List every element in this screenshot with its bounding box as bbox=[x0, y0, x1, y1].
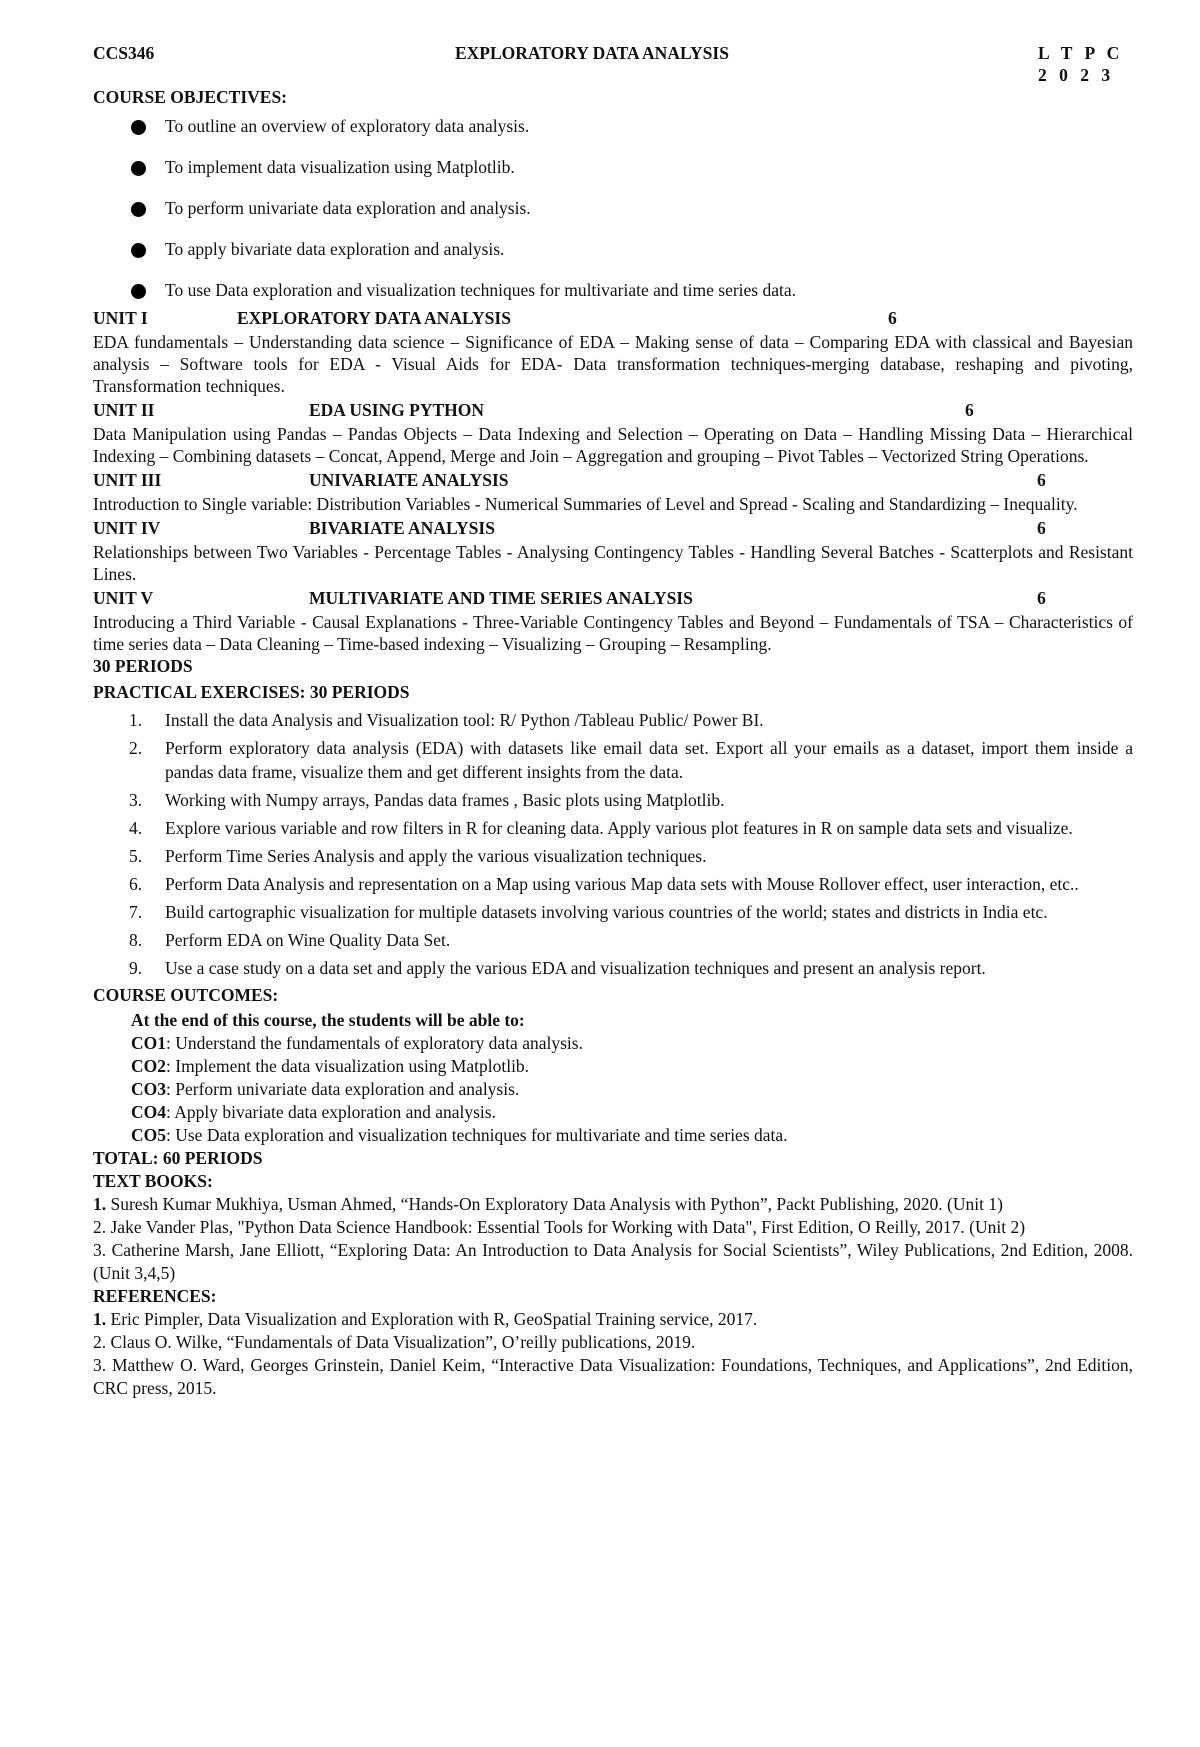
outcome-code: CO5 bbox=[131, 1125, 166, 1145]
objective-text: To use Data exploration and visualization techniques for multivariate and time series data. bbox=[165, 280, 796, 300]
unit-hours: 6 bbox=[1037, 588, 1046, 608]
outcome-item bbox=[131, 1124, 1133, 1147]
textbooks-list bbox=[93, 1193, 1133, 1285]
unit-heading bbox=[93, 307, 1133, 329]
unit-section bbox=[93, 517, 1133, 585]
course-code: CCS346 bbox=[93, 43, 155, 63]
item-number: 8. bbox=[129, 930, 143, 950]
item-number: 5. bbox=[129, 846, 143, 866]
unit-hours: 6 bbox=[888, 308, 897, 328]
unit-hours: 6 bbox=[1037, 518, 1046, 538]
unit-title: MULTIVARIATE AND TIME SERIES ANALYSIS bbox=[309, 588, 693, 608]
outcome-item bbox=[131, 1101, 1133, 1124]
item-number: 2. bbox=[93, 1332, 107, 1352]
item-number: 4. bbox=[129, 818, 143, 838]
practical-item bbox=[93, 956, 1133, 980]
unit-section bbox=[93, 587, 1133, 655]
references-heading: REFERENCES: bbox=[93, 1286, 217, 1306]
unit-title: BIVARIATE ANALYSIS bbox=[309, 518, 495, 538]
outcomes-block bbox=[131, 1009, 1133, 1147]
bullet-icon bbox=[131, 202, 146, 217]
textbook-item bbox=[93, 1216, 1133, 1239]
item-text: Explore various variable and row filters in R for cleaning data. Apply various plot features in R on sample data sets and visualize. bbox=[165, 818, 1073, 838]
periods-label: 30 PERIODS bbox=[93, 656, 193, 676]
practical-item bbox=[93, 736, 1133, 784]
total-periods: TOTAL: 60 PERIODS bbox=[93, 1148, 263, 1168]
item-text: Perform Time Series Analysis and apply the various visualization techniques. bbox=[165, 846, 707, 866]
ltpc-labels: L T P C bbox=[1038, 43, 1124, 63]
unit-label: UNIT III bbox=[93, 470, 162, 490]
practical-item bbox=[93, 788, 1133, 812]
unit-section bbox=[93, 469, 1133, 515]
unit-label: UNIT V bbox=[93, 588, 154, 608]
outcome-code: CO3 bbox=[131, 1079, 166, 1099]
outcomes-heading: COURSE OUTCOMES: bbox=[93, 985, 279, 1005]
reference-item bbox=[93, 1308, 1133, 1331]
item-text: Claus O. Wilke, “Fundamentals of Data Visualization”, O’reilly publications, 2019. bbox=[106, 1332, 696, 1352]
unit-description: Introduction to Single variable: Distribution Variables - Numerical Summaries of Level and Spread - Scaling and Standardizing – Inequality. bbox=[93, 494, 1078, 514]
outcome-item bbox=[131, 1055, 1133, 1078]
unit-heading bbox=[93, 399, 1133, 421]
outcome-code: CO4 bbox=[131, 1102, 166, 1122]
outcome-item bbox=[131, 1032, 1133, 1055]
syllabus-page bbox=[93, 40, 1133, 1400]
bullet-icon bbox=[131, 120, 146, 135]
item-text: Matthew O. Ward, Georges Grinstein, Daniel Keim, “Interactive Data Visualization: Foundations, Techniques, and Applications”, 2nd Edition, CRC press, 2015. bbox=[93, 1355, 1133, 1398]
practical-item bbox=[93, 844, 1133, 868]
item-number: 1. bbox=[129, 710, 143, 730]
unit-heading bbox=[93, 469, 1133, 491]
item-text: Eric Pimpler, Data Visualization and Exploration with R, GeoSpatial Training service, 2017. bbox=[106, 1309, 758, 1329]
item-text: Install the data Analysis and Visualization tool: R/ Python /Tableau Public/ Power BI. bbox=[165, 710, 764, 730]
practical-list bbox=[93, 708, 1133, 980]
bullet-icon bbox=[131, 284, 146, 299]
item-number: 1. bbox=[93, 1309, 107, 1329]
item-number: 6. bbox=[129, 874, 143, 894]
outcome-text: : Perform univariate data exploration and analysis. bbox=[166, 1079, 520, 1099]
item-text: Working with Numpy arrays, Pandas data frames , Basic plots using Matplotlib. bbox=[165, 790, 725, 810]
unit-hours: 6 bbox=[1037, 470, 1046, 490]
unit-heading bbox=[93, 517, 1133, 539]
references-list bbox=[93, 1308, 1133, 1400]
item-text: Jake Vander Plas, "Python Data Science Handbook: Essential Tools for Working with Data", First Edition, O Reilly, 2017. (Unit 2) bbox=[106, 1217, 1026, 1237]
unit-hours: 6 bbox=[965, 400, 974, 420]
practical-item bbox=[93, 708, 1133, 732]
item-text: Use a case study on a data set and apply the various EDA and visualization techniques and present an analysis report. bbox=[165, 958, 986, 978]
item-text: Perform Data Analysis and representation on a Map using various Map data sets with Mouse Rollover effect, user interaction, etc.. bbox=[165, 874, 1079, 894]
item-text: Suresh Kumar Mukhiya, Usman Ahmed, “Hands-On Exploratory Data Analysis with Python”, Packt Publishing, 2020. (Unit 1) bbox=[106, 1194, 1003, 1214]
bullet-icon bbox=[131, 243, 146, 258]
item-number: 3. bbox=[93, 1240, 107, 1260]
item-number: 3. bbox=[129, 790, 143, 810]
item-number: 7. bbox=[129, 902, 143, 922]
objectives-heading: COURSE OBJECTIVES: bbox=[93, 87, 288, 107]
unit-heading bbox=[93, 587, 1133, 609]
textbooks-heading: TEXT BOOKS: bbox=[93, 1171, 213, 1191]
objective-text: To outline an overview of exploratory data analysis. bbox=[165, 116, 530, 136]
practical-item bbox=[93, 928, 1133, 952]
page-header bbox=[93, 40, 1133, 86]
bullet-icon bbox=[131, 161, 146, 176]
item-number: 1. bbox=[93, 1194, 107, 1214]
item-number: 2. bbox=[93, 1217, 107, 1237]
reference-item bbox=[93, 1331, 1133, 1354]
unit-section bbox=[93, 307, 1133, 397]
objective-text: To implement data visualization using Matplotlib. bbox=[165, 157, 515, 177]
ltpc-block bbox=[1038, 42, 1123, 86]
practical-item bbox=[93, 872, 1133, 896]
unit-description: Data Manipulation using Pandas – Pandas Objects – Data Indexing and Selection – Operating on Data – Handling Missing Data – Hierarchical Indexing – Combining datasets – Concat, Append, Merge and Join – Aggregation and grouping – Pivot Tables – Vectorized String Operations. bbox=[93, 424, 1133, 466]
item-text: Catherine Marsh, Jane Elliott, “Exploring Data: An Introduction to Data Analysis for Social Scientists”, Wiley Publications, 2nd Edition, 2008. (Unit 3,4,5) bbox=[93, 1240, 1133, 1283]
item-text: Perform EDA on Wine Quality Data Set. bbox=[165, 930, 451, 950]
outcome-text: : Understand the fundamentals of exploratory data analysis. bbox=[166, 1033, 583, 1053]
unit-label: UNIT IV bbox=[93, 518, 161, 538]
unit-description: EDA fundamentals – Understanding data science – Significance of EDA – Making sense of data – Comparing EDA with classical and Bayesian analysis – Software tools for EDA - Visual Aids for EDA- Data transformation techniques-merging database, reshaping and pivoting, Transformation techniques. bbox=[93, 332, 1133, 396]
reference-item bbox=[93, 1354, 1133, 1400]
unit-section bbox=[93, 399, 1133, 467]
outcome-code: CO1 bbox=[131, 1033, 166, 1053]
outcome-text: : Implement the data visualization using Matplotlib. bbox=[166, 1056, 530, 1076]
objectives-list bbox=[93, 115, 1133, 303]
objective-item bbox=[93, 238, 1133, 279]
outcome-code: CO2 bbox=[131, 1056, 166, 1076]
outcome-item bbox=[131, 1078, 1133, 1101]
objective-item bbox=[93, 279, 1133, 303]
objective-item bbox=[93, 197, 1133, 238]
objective-item bbox=[93, 115, 1133, 156]
outcome-text: : Use Data exploration and visualization techniques for multivariate and time series data. bbox=[166, 1125, 788, 1145]
unit-description: Introducing a Third Variable - Causal Explanations - Three-Variable Contingency Tables and Beyond – Fundamentals of TSA – Characteristics of time series data – Data Cleaning – Time-based indexing – Visualizing – Grouping – Resampling. bbox=[93, 612, 1133, 654]
objective-item bbox=[93, 156, 1133, 197]
item-text: Perform exploratory data analysis (EDA) with datasets like email data set. Export all your emails as a dataset, import them inside a pandas data frame, visualize them and get different insights from the data. bbox=[165, 738, 1133, 782]
item-text: Build cartographic visualization for multiple datasets involving various countries of the world; states and districts in India etc. bbox=[165, 902, 1048, 922]
unit-description: Relationships between Two Variables - Percentage Tables - Analysing Contingency Tables - Handling Several Batches - Scatterplots and Resistant Lines. bbox=[93, 542, 1133, 584]
textbook-item bbox=[93, 1239, 1133, 1285]
textbook-item bbox=[93, 1193, 1133, 1216]
practical-heading: PRACTICAL EXERCISES: 30 PERIODS bbox=[93, 682, 410, 702]
unit-label: UNIT I bbox=[93, 308, 148, 328]
unit-title: UNIVARIATE ANALYSIS bbox=[309, 470, 509, 490]
objective-text: To perform univariate data exploration and analysis. bbox=[165, 198, 531, 218]
outcome-text: : Apply bivariate data exploration and analysis. bbox=[166, 1102, 496, 1122]
unit-title: EXPLORATORY DATA ANALYSIS bbox=[237, 308, 511, 328]
unit-title: EDA USING PYTHON bbox=[309, 400, 485, 420]
practical-item bbox=[93, 900, 1133, 924]
ltpc-values: 2 0 2 3 bbox=[1038, 65, 1115, 85]
item-number: 9. bbox=[129, 958, 143, 978]
outcomes-lead: At the end of this course, the students will be able to: bbox=[131, 1010, 525, 1030]
practical-item bbox=[93, 816, 1133, 840]
item-number: 2. bbox=[129, 738, 143, 758]
item-number: 3. bbox=[93, 1355, 107, 1375]
course-title: EXPLORATORY DATA ANALYSIS bbox=[455, 43, 729, 63]
objective-text: To apply bivariate data exploration and analysis. bbox=[165, 239, 505, 259]
unit-label: UNIT II bbox=[93, 400, 155, 420]
